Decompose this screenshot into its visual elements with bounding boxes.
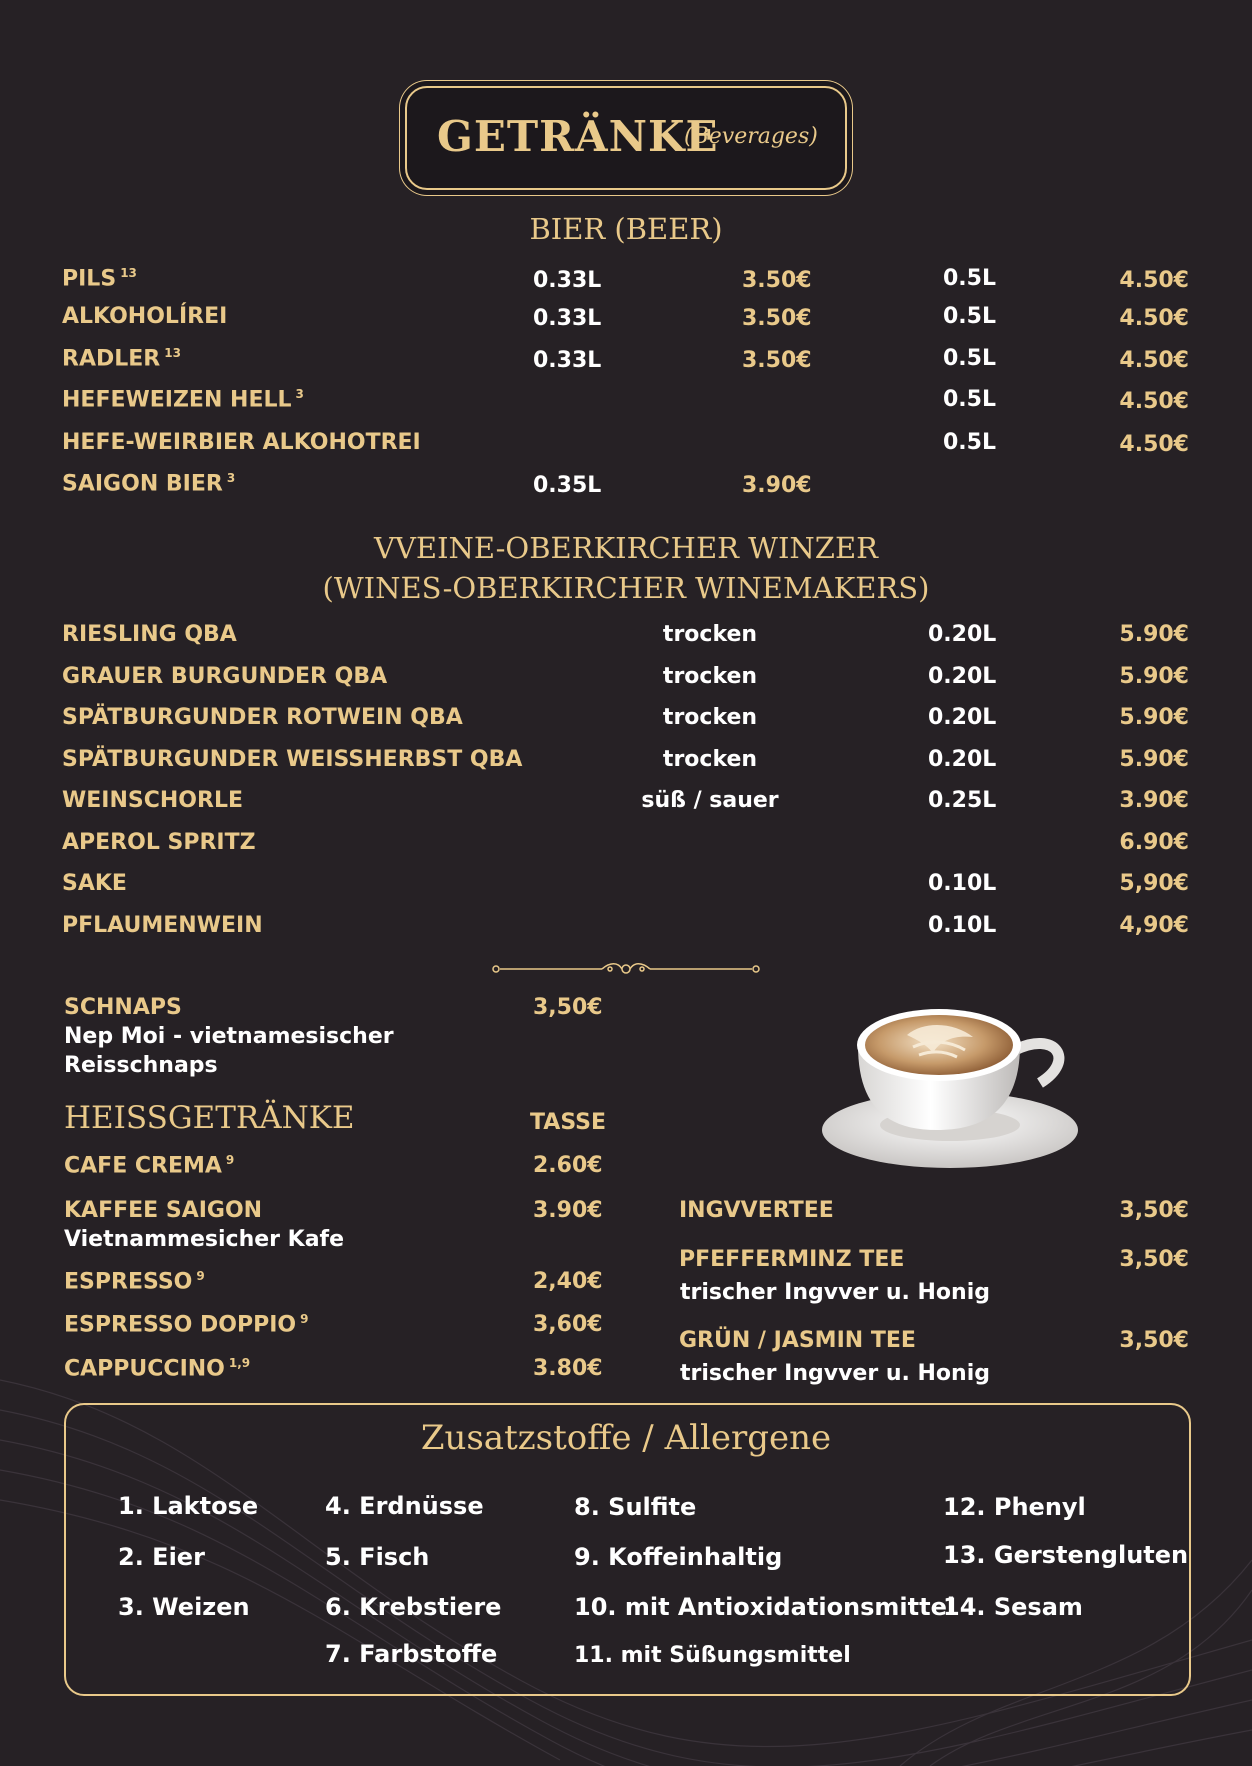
- wine-item-volume: 0.10L: [928, 913, 997, 938]
- allergen-item: 3. Weizen: [118, 1593, 250, 1621]
- beer-item-volume-large: 0.5L: [943, 430, 996, 455]
- wine-item-price: 6.90€: [1119, 830, 1189, 855]
- beer-item-name: HEFE-WEIRBIER ALKOHOTREI: [62, 430, 421, 455]
- beer-item-name: PILS $^{13}$: [62, 266, 137, 292]
- wine-item-price: 5.90€: [1119, 622, 1189, 647]
- wine-item-taste: süß / sauer: [641, 788, 779, 813]
- wine-item-taste: trocken: [662, 747, 758, 772]
- beer-item-price-small: 3.90€: [742, 473, 812, 498]
- hot-drink-price: 2,40€: [533, 1269, 603, 1294]
- wine-item-taste: trocken: [662, 664, 758, 689]
- beer-item-volume-small: 0.33L: [533, 268, 602, 293]
- hot-drink-name: CAPPUCCINO $^{1,9}$: [64, 1356, 251, 1382]
- allergen-superscript: 13: [164, 346, 181, 360]
- wine-item-name: SPÄTBURGUNDER ROTWEIN QBA: [62, 705, 463, 730]
- beer-item-name: RADLER $^{13}$: [62, 346, 181, 372]
- allergen-item: 7. Farbstoffe: [325, 1640, 498, 1668]
- beer-item-volume-small: 0.33L: [533, 306, 602, 331]
- allergen-item: 2. Eier: [118, 1543, 205, 1571]
- beer-item-price-large: 4.50€: [1119, 389, 1189, 414]
- allergen-item: 13. Gerstengluten: [943, 1541, 1189, 1569]
- hot-drink-name: CAFE CREMA $^9$: [64, 1153, 235, 1179]
- title-plaque: [405, 86, 847, 190]
- beer-item-price-small: 3.50€: [742, 268, 812, 293]
- wine-item-price: 5.90€: [1119, 747, 1189, 772]
- tea-desc: trischer Ingvver u. Honig: [680, 1361, 990, 1386]
- allergen-item: 1. Laktose: [118, 1492, 259, 1520]
- wine-item-volume: 0.20L: [928, 747, 997, 772]
- beer-item-price-large: 4.50€: [1119, 306, 1189, 331]
- wine-heading-line2: (WINES-OBERKIRCHER WINEMAKERS): [322, 571, 930, 605]
- wine-item-name: SAKE: [62, 871, 127, 896]
- schnaps-price: 3,50€: [533, 995, 603, 1020]
- allergen-title: Zusatzstoffe / Allergene: [420, 1418, 832, 1458]
- coffee-cup-image: [815, 995, 1085, 1175]
- wine-item-taste: trocken: [662, 622, 758, 647]
- allergen-item: 14. Sesam: [943, 1593, 1083, 1621]
- beer-item-price-small: 3.50€: [742, 348, 812, 373]
- beer-item-price-large: 4.50€: [1119, 432, 1189, 457]
- beer-item-name: SAIGON BIER $^3$: [62, 471, 236, 497]
- allergen-superscript: 1,9: [228, 1356, 251, 1370]
- beer-item-volume-large: 0.5L: [943, 266, 996, 291]
- allergen-item: 6. Krebstiere: [325, 1593, 502, 1621]
- tea-price: 3,50€: [1119, 1328, 1189, 1353]
- wine-item-volume: 0.20L: [928, 622, 997, 647]
- wine-item-volume: 0.25L: [928, 788, 997, 813]
- wine-item-volume: 0.10L: [928, 871, 997, 896]
- tea-name: INGVVERTEE: [679, 1198, 834, 1223]
- allergen-item: 5. Fisch: [325, 1543, 430, 1571]
- tea-name: PFEFFERMINZ TEE: [679, 1247, 905, 1272]
- beer-item-volume-large: 0.5L: [943, 346, 996, 371]
- hot-drinks-cup-label: TASSE: [530, 1110, 607, 1135]
- beer-item-name: HEFEWEIZEN HELL $^3$: [62, 387, 304, 413]
- allergen-item: 12. Phenyl: [943, 1493, 1086, 1521]
- allergen-item: 8. Sulfite: [574, 1493, 697, 1521]
- allergen-item: 10. mit Antioxidationsmittel: [574, 1593, 956, 1621]
- beer-item-volume-large: 0.5L: [943, 304, 996, 329]
- page-subtitle: (Beverages): [684, 124, 818, 149]
- beer-item-volume-large: 0.5L: [943, 387, 996, 412]
- hot-drink-price: 2.60€: [533, 1153, 603, 1178]
- wine-heading-line1: VVEINE-OBERKIRCHER WINZER: [374, 531, 878, 565]
- allergen-superscript: 9: [225, 1153, 235, 1167]
- beer-item-volume-small: 0.35L: [533, 473, 602, 498]
- allergen-item: 4. Erdnüsse: [325, 1492, 484, 1520]
- hot-drink-price: 3.80€: [533, 1356, 603, 1381]
- allergen-superscript: 13: [120, 266, 137, 280]
- tea-price: 3,50€: [1119, 1247, 1189, 1272]
- allergen-item: 9. Koffeinhaltig: [574, 1543, 783, 1571]
- beer-item-name: ALKOHOLÍREI: [62, 304, 228, 329]
- wine-item-name: APEROL SPRITZ: [62, 830, 256, 855]
- wine-item-volume: 0.20L: [928, 705, 997, 730]
- wine-item-name: PFLAUMENWEIN: [62, 913, 263, 938]
- schnaps-desc-line1: Nep Moi - vietnamesischer: [64, 1024, 394, 1049]
- wine-item-price: 3.90€: [1119, 788, 1189, 813]
- wine-item-taste: trocken: [662, 705, 758, 730]
- schnaps-name: SCHNAPS: [64, 995, 182, 1020]
- allergen-superscript: 3: [295, 387, 304, 401]
- wine-item-name: WEINSCHORLE: [62, 788, 243, 813]
- wine-item-name: GRAUER BURGUNDER QBA: [62, 664, 388, 689]
- wine-item-price: 5.90€: [1119, 705, 1189, 730]
- allergen-superscript: 9: [196, 1269, 205, 1283]
- tea-price: 3,50€: [1119, 1198, 1189, 1223]
- hot-drink-price: 3.90€: [533, 1198, 603, 1223]
- allergen-superscript: 3: [226, 471, 236, 485]
- wine-item-price: 5.90€: [1119, 664, 1189, 689]
- schnaps-desc-line2: Reisschnaps: [64, 1053, 218, 1078]
- beer-item-volume-small: 0.33L: [533, 348, 602, 373]
- beer-item-price-large: 4.50€: [1119, 348, 1189, 373]
- hot-drink-name: KAFFEE SAIGON: [64, 1198, 263, 1223]
- allergen-superscript: 9: [300, 1312, 309, 1326]
- wine-item-volume: 0.20L: [928, 664, 997, 689]
- hot-drink-desc: Vietnammesicher Kafe: [64, 1227, 345, 1252]
- wine-item-name: RIESLING QBA: [62, 622, 237, 647]
- hot-drink-name: ESPRESSO $^9$: [64, 1269, 205, 1295]
- wine-item-price: 5,90€: [1119, 871, 1189, 896]
- wine-item-name: SPÄTBURGUNDER WEISSHERBST QBA: [62, 747, 523, 772]
- beer-item-price-large: 4.50€: [1119, 268, 1189, 293]
- tea-name: GRÜN / JASMIN TEE: [679, 1328, 916, 1353]
- ornament-divider: [490, 962, 762, 976]
- tea-desc: trischer Ingvver u. Honig: [680, 1280, 990, 1305]
- hot-drink-name: ESPRESSO DOPPIO $^9$: [64, 1312, 309, 1338]
- page-title: GETRÄNKE: [437, 112, 719, 161]
- allergen-item: 11. mit Süßungsmittel: [574, 1643, 851, 1668]
- beer-item-price-small: 3.50€: [742, 306, 812, 331]
- hot-drink-price: 3,60€: [533, 1312, 603, 1337]
- wine-item-price: 4,90€: [1119, 913, 1189, 938]
- beer-heading: BIER (BEER): [529, 212, 723, 246]
- hot-drinks-heading: HEISSGETRÄNKE: [64, 1100, 355, 1136]
